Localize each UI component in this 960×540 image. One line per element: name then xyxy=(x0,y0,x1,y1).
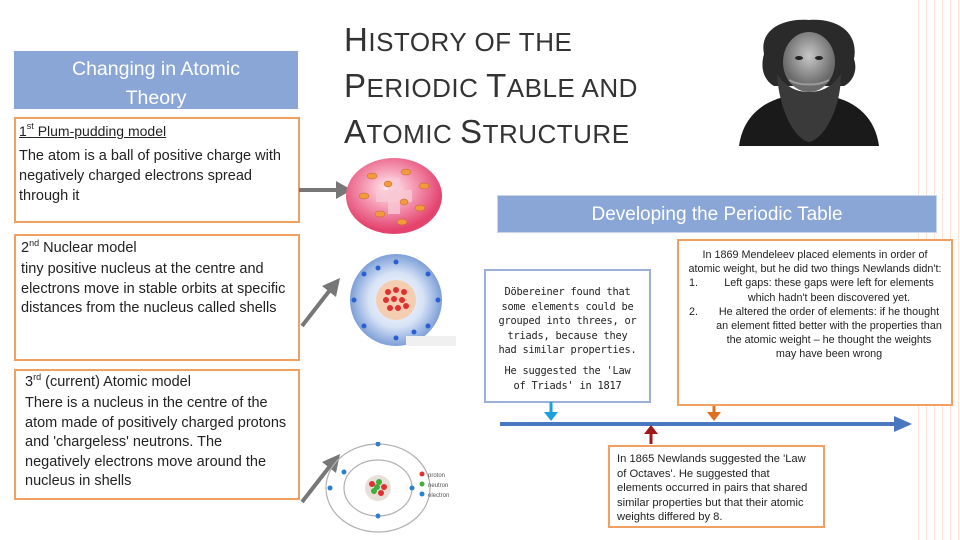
model-3-ordinal-suffix: rd xyxy=(33,372,42,382)
title-cap: H xyxy=(344,21,369,58)
model-1-heading-text: Plum-pudding model xyxy=(33,123,167,139)
title-text: ERIODIC xyxy=(366,73,487,103)
title-text: TOMIC xyxy=(366,119,461,149)
title-cap: S xyxy=(460,113,483,150)
periodic-table-header-box xyxy=(497,195,937,233)
mendeleev-item-1-text: Left gaps: these gaps were left for elements which hadn't been discovered yet. xyxy=(724,277,934,304)
model-2-heading xyxy=(21,240,293,256)
model-1-description: The atom is a ball of positive charge with negatively charged electrons spread through it xyxy=(19,148,281,204)
mendeleev-item-2-text: He altered the order of elements: if he thought an element fitted better with the properties than the atomic weight – he thought the weights may have been wrong xyxy=(716,305,942,361)
model-2-description: tiny positive nucleus at the centre and electrons move in stable orbits at specific distances from the nucleus called shells xyxy=(21,261,286,316)
model-2-box xyxy=(14,234,300,361)
model-3-description: There is a nucleus in the centre of the atom made of positively charged protons and 'chargeless' neutrons. The negatively electrons move around the nucleus in shells xyxy=(25,395,287,489)
mendeleev-item-1-number: 1. xyxy=(689,277,699,290)
title-cap: T xyxy=(486,67,507,104)
model-1-ordinal: 1 xyxy=(19,123,27,139)
dobereiner-box xyxy=(484,269,651,403)
mendeleev-item-2 xyxy=(687,305,943,362)
legend-electron: electron xyxy=(428,493,450,499)
model-2-ordinal: 2 xyxy=(21,240,30,256)
current-atomic-model-illustration xyxy=(322,442,452,538)
model-1-ordinal-suffix: st xyxy=(26,121,34,131)
model-3-heading xyxy=(25,374,289,390)
mendeleev-box xyxy=(677,239,953,406)
title-text: ABLE AND xyxy=(506,73,638,103)
model-1-heading xyxy=(19,123,295,139)
mendeleev-portrait xyxy=(719,14,898,146)
left-header-text: Changing in Atomic Theory xyxy=(71,58,241,109)
model-1-box xyxy=(14,117,300,223)
periodic-table-header-text: Developing the Periodic Table xyxy=(591,204,843,225)
model-3-ordinal: 3 xyxy=(25,374,34,390)
title-cap: A xyxy=(344,113,367,150)
plum-pudding-atom-illustration xyxy=(344,156,444,236)
legend-neutron: neutron xyxy=(428,483,449,489)
slide-title xyxy=(344,18,684,156)
legend-proton: proton xyxy=(428,473,446,479)
newlands-text: In 1865 Newlands suggested the 'Law of Octaves'. He suggested that elements occurred in pairs that shared similar properties but that their atomic weights differed by 8. xyxy=(617,453,808,523)
mendeleev-item-1 xyxy=(687,276,943,304)
left-decoration xyxy=(0,0,12,540)
model-3-box xyxy=(14,369,300,500)
left-header-box xyxy=(14,51,298,109)
model-2-ordinal-suffix: nd xyxy=(29,238,40,248)
mendeleev-intro: In 1869 Mendeleev placed elements in order of atomic weight, but he did two things Newlands didn't: xyxy=(688,249,942,276)
title-cap: P xyxy=(344,67,367,104)
title-text: TRUCTURE xyxy=(482,119,630,149)
model-3-heading-text: (current) Atomic model xyxy=(41,374,191,390)
model-2-heading-text: Nuclear model xyxy=(39,240,137,256)
mendeleev-item-2-number: 2. xyxy=(689,305,699,318)
newlands-box xyxy=(608,445,825,528)
dobereiner-text-2: He suggested the 'Law of Triads' in 1817 xyxy=(504,364,631,392)
nuclear-model-illustration xyxy=(334,252,464,350)
portrait-illustration xyxy=(719,14,898,146)
dobereiner-text-1: Döbereiner found that some elements could be grouped into threes, or triads, because they had similar properties. xyxy=(498,286,637,357)
title-text: ISTORY OF THE xyxy=(368,27,573,57)
